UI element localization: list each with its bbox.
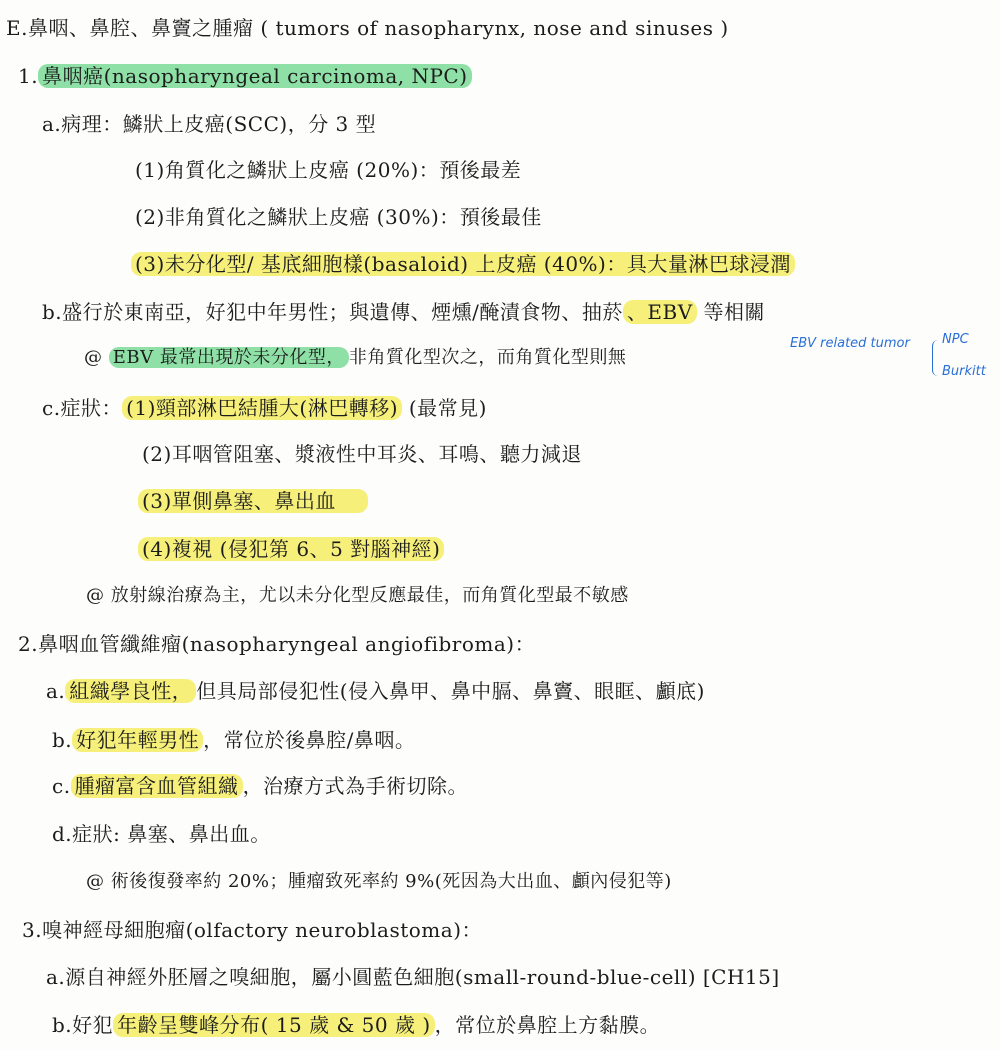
handwritten-npc: NPC: [942, 332, 969, 347]
angiofibroma-c-text: ，治療方式為手術切除。: [242, 774, 469, 798]
type-2-line: (2)非角質化之鱗狀上皮癌 (30%)：預後最佳: [135, 205, 542, 229]
handwritten-burkitt: Burkitt: [942, 364, 986, 379]
angiofibroma-b-text: ，常位於後鼻腔/鼻咽。: [203, 728, 416, 752]
symptoms-label: c.症狀：: [42, 396, 123, 420]
angiofibroma-a: [46, 677, 705, 705]
type-3-highlight: (3)未分化型/ 基底細胞樣(basaloid) 上皮癌 (40%)：具大量淋巴球浸潤: [131, 252, 795, 276]
angiofibroma-b-marker: b.: [52, 728, 73, 752]
item-3-title: 3.嗅神經母細胞瘤(olfactory neuroblastoma)：: [22, 918, 482, 942]
angiofibroma-b: [52, 726, 415, 754]
item-1-title-highlight: 鼻咽癌(nasopharyngeal carcinoma, NPC): [38, 64, 471, 88]
item-1-number: 1.: [18, 64, 39, 88]
neuroblastoma-b: [52, 1011, 660, 1039]
ebv-note-highlight: EBV 最常出現於未分化型，: [109, 347, 349, 368]
angiofibroma-a-text: 但具局部侵犯性(侵入鼻甲、鼻中膈、鼻竇、眼眶、顱底): [196, 679, 705, 703]
angiofibroma-a-highlight: 組織學良性，: [65, 679, 196, 703]
angiofibroma-a-marker: a.: [46, 679, 66, 703]
neuroblastoma-b-highlight: 年齡呈雙峰分布( 15 歲 & 50 歲 ): [113, 1013, 434, 1037]
angiofibroma-note: @ 術後復發率約 20%；腫瘤致死率約 9%(死因為大出血、顱內侵犯等): [86, 871, 672, 892]
handwritten-ebv-label: EBV related tumor: [790, 336, 910, 351]
angiofibroma-c: [52, 772, 468, 800]
treatment-note: @ 放射線治療為主，尤以未分化型反應最佳，而角質化型最不敏感: [86, 585, 629, 606]
pathology-line: a.病理：鱗狀上皮癌(SCC)，分 3 型: [42, 112, 377, 136]
angiofibroma-c-highlight: 腫瘤富含血管組織: [71, 774, 243, 798]
epidemiology-ebv-highlight: 、EBV: [623, 300, 697, 324]
neuroblastoma-a: a.源自神經外胚層之嗅細胞，屬小圓藍色細胞(small-round-blue-cell) [CH15]: [46, 965, 780, 989]
neuroblastoma-b-text-end: ，常位於鼻腔上方黏膜。: [434, 1013, 661, 1037]
ebv-note-text: 非角質化型次之，而角質化型則無: [348, 347, 627, 368]
symptom-3-line: [138, 487, 368, 515]
section-heading: E.鼻咽、鼻腔、鼻竇之腫瘤 ( tumors of nasopharynx, nose and sinuses ): [6, 16, 729, 40]
symptoms-line: [42, 394, 487, 422]
handwritten-brace: [932, 340, 941, 376]
epidemiology-text-end: 等相關: [696, 300, 766, 324]
symptom-1-note: (最常見): [402, 396, 487, 420]
item-1-title: [18, 62, 472, 90]
angiofibroma-b-highlight: 好犯年輕男性: [72, 728, 203, 752]
angiofibroma-c-marker: c.: [52, 774, 71, 798]
symptom-3-highlight: (3)單側鼻塞、鼻出血: [138, 489, 368, 513]
epidemiology-line: [42, 298, 765, 326]
ebv-note-prefix: @: [84, 347, 109, 368]
symptom-1-highlight: (1)頸部淋巴結腫大(淋巴轉移): [122, 396, 402, 420]
item-2-title: 2.鼻咽血管纖維瘤(nasopharyngeal angiofibroma)：: [18, 632, 536, 656]
type-3-line: [131, 250, 795, 278]
type-1-line: (1)角質化之鱗狀上皮癌 (20%)：預後最差: [135, 158, 522, 182]
symptom-4-line: [138, 535, 444, 563]
angiofibroma-d: d.症狀: 鼻塞、鼻出血。: [52, 822, 271, 846]
symptom-4-highlight: (4)複視 (侵犯第 6、5 對腦神經): [138, 537, 444, 561]
symptom-2-line: (2)耳咽管阻塞、漿液性中耳炎、耳鳴、聽力減退: [142, 442, 582, 466]
ebv-note-line: [84, 344, 626, 372]
neuroblastoma-b-text: b.好犯: [52, 1013, 114, 1037]
epidemiology-text: b.盛行於東南亞，好犯中年男性；與遺傳、煙燻/醃漬食物、抽菸: [42, 300, 623, 324]
